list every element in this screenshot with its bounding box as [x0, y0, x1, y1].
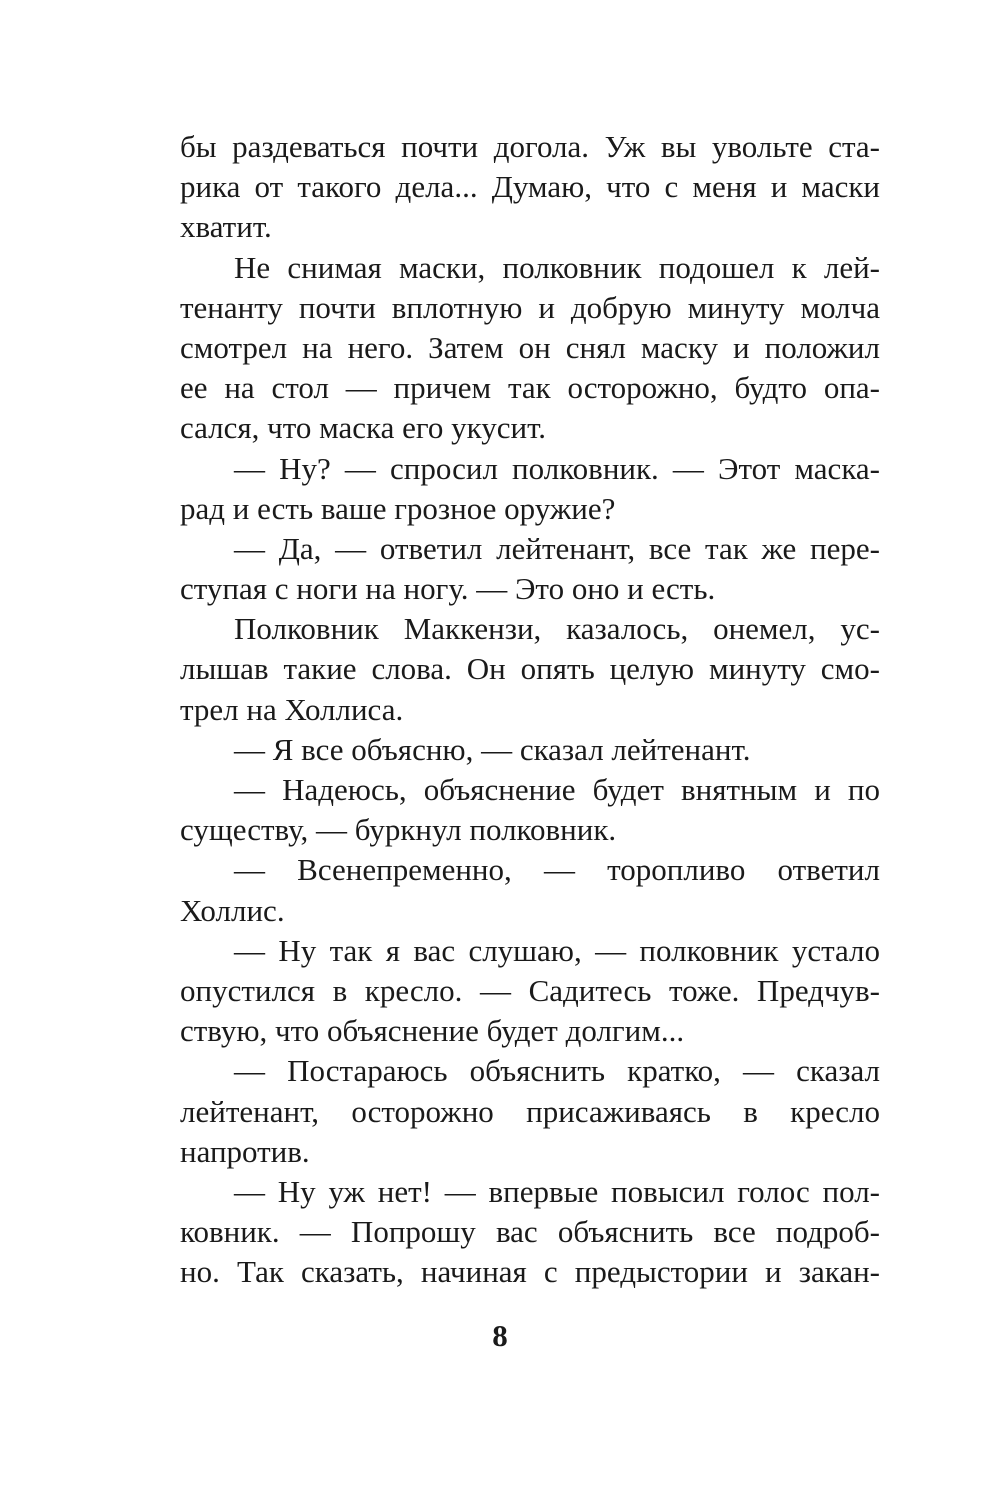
text-line: — Я все объясню, — сказал лейтенант. — [234, 731, 751, 767]
text-line: но. Так сказать, начиная с предыстории и закан- — [180, 1254, 880, 1290]
text-line: хватит. — [180, 209, 272, 245]
text-line: — Да, — ответил лейтенант, все так же пере- — [234, 530, 880, 566]
page-number: 8 — [492, 1318, 508, 1353]
text-line: рад и есть ваше грозное оружие? — [180, 490, 616, 526]
text-line: ствую, что объяснение будет долгим... — [180, 1013, 685, 1049]
text-line: — Всенепременно, — торопливо ответил — [234, 852, 880, 888]
text-line: сался, что маска его укусит. — [180, 410, 547, 446]
text-line: лейтенант, осторожно присаживаясь в кресло — [180, 1093, 880, 1129]
text-line: ковник. — Попрошу вас объяснить все подроб- — [180, 1214, 880, 1250]
text-line: рика от такого дела... Думаю, что с меня и маски — [180, 169, 880, 205]
text-line: смотрел на него. Затем он снял маску и положил — [180, 329, 880, 365]
text-line: бы раздеваться почти догола. Уж вы увольте ста- — [180, 129, 880, 164]
text-line: Полковник Маккензи, казалось, онемел, ус- — [234, 611, 880, 647]
text-line: — Ну уж нет! — впервые повысил голос пол- — [234, 1173, 880, 1209]
text-line: ступая с ноги на ногу. — Это оно и есть. — [180, 571, 716, 607]
text-line: Не снимая маски, полковник подошел к лей- — [234, 249, 880, 285]
text-line: — Ну? — спросил полковник. — Этот маска- — [234, 450, 880, 486]
text-line: Холлис. — [180, 892, 285, 928]
text-line: тенанту почти вплотную и добрую минуту молча — [180, 289, 880, 325]
text-line: напротив. — [180, 1133, 310, 1169]
text-line: существу, — буркнул полковник. — [180, 812, 617, 848]
text-line: лышав такие слова. Он опять целую минуту смо- — [180, 651, 880, 687]
text-line: трел на Холлиса. — [180, 691, 404, 727]
body-text — [180, 127, 880, 1292]
text-line: — Ну так я вас слушаю, — полковник устало — [234, 932, 880, 968]
text-line: — Постараюсь объяснить кратко, — сказал — [234, 1053, 880, 1089]
text-line: — Надеюсь, объяснение будет внятным и по — [234, 772, 880, 807]
text-line: ее на стол — причем так осторожно, будто опа- — [180, 370, 880, 406]
text-line: опустился в кресло. — Садитесь тоже. Предчув- — [180, 972, 880, 1008]
